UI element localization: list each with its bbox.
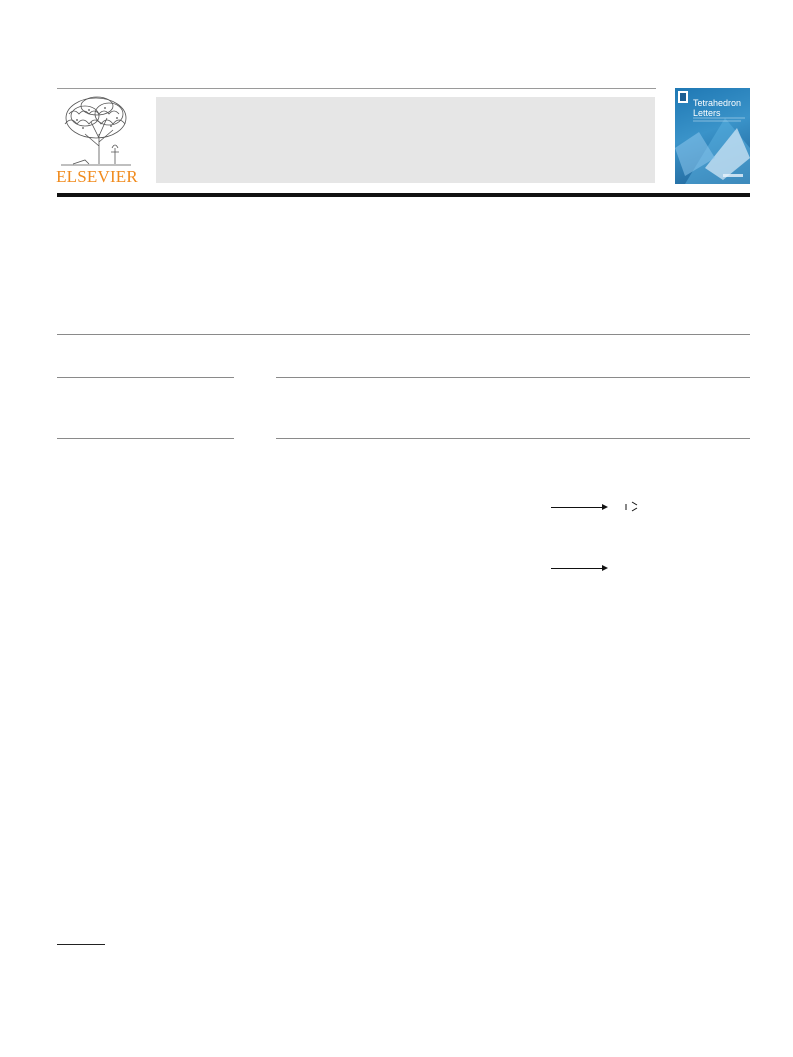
cover-title-line1: Tetrahedron	[693, 98, 742, 108]
publisher-wordmark: ELSEVIER	[56, 167, 138, 186]
chemical-structure-fragment	[623, 500, 639, 514]
title-block-divider	[57, 334, 750, 335]
tree-engraving-icon	[55, 94, 137, 168]
abstract-bottom-rule	[276, 438, 750, 439]
article-info-top-rule	[57, 377, 234, 378]
cover-title	[693, 98, 748, 118]
right-arrow-icon	[551, 568, 606, 569]
journal-header-band	[156, 97, 655, 183]
article-info-bottom-rule	[57, 438, 234, 439]
abstract-top-rule	[276, 377, 750, 378]
footnote-rule	[57, 944, 105, 945]
top-divider	[57, 88, 656, 89]
right-arrow-icon	[551, 507, 606, 508]
cover-title-line2: Letters	[693, 108, 721, 118]
header-bottom-rule	[57, 193, 750, 197]
journal-cover	[675, 88, 750, 184]
